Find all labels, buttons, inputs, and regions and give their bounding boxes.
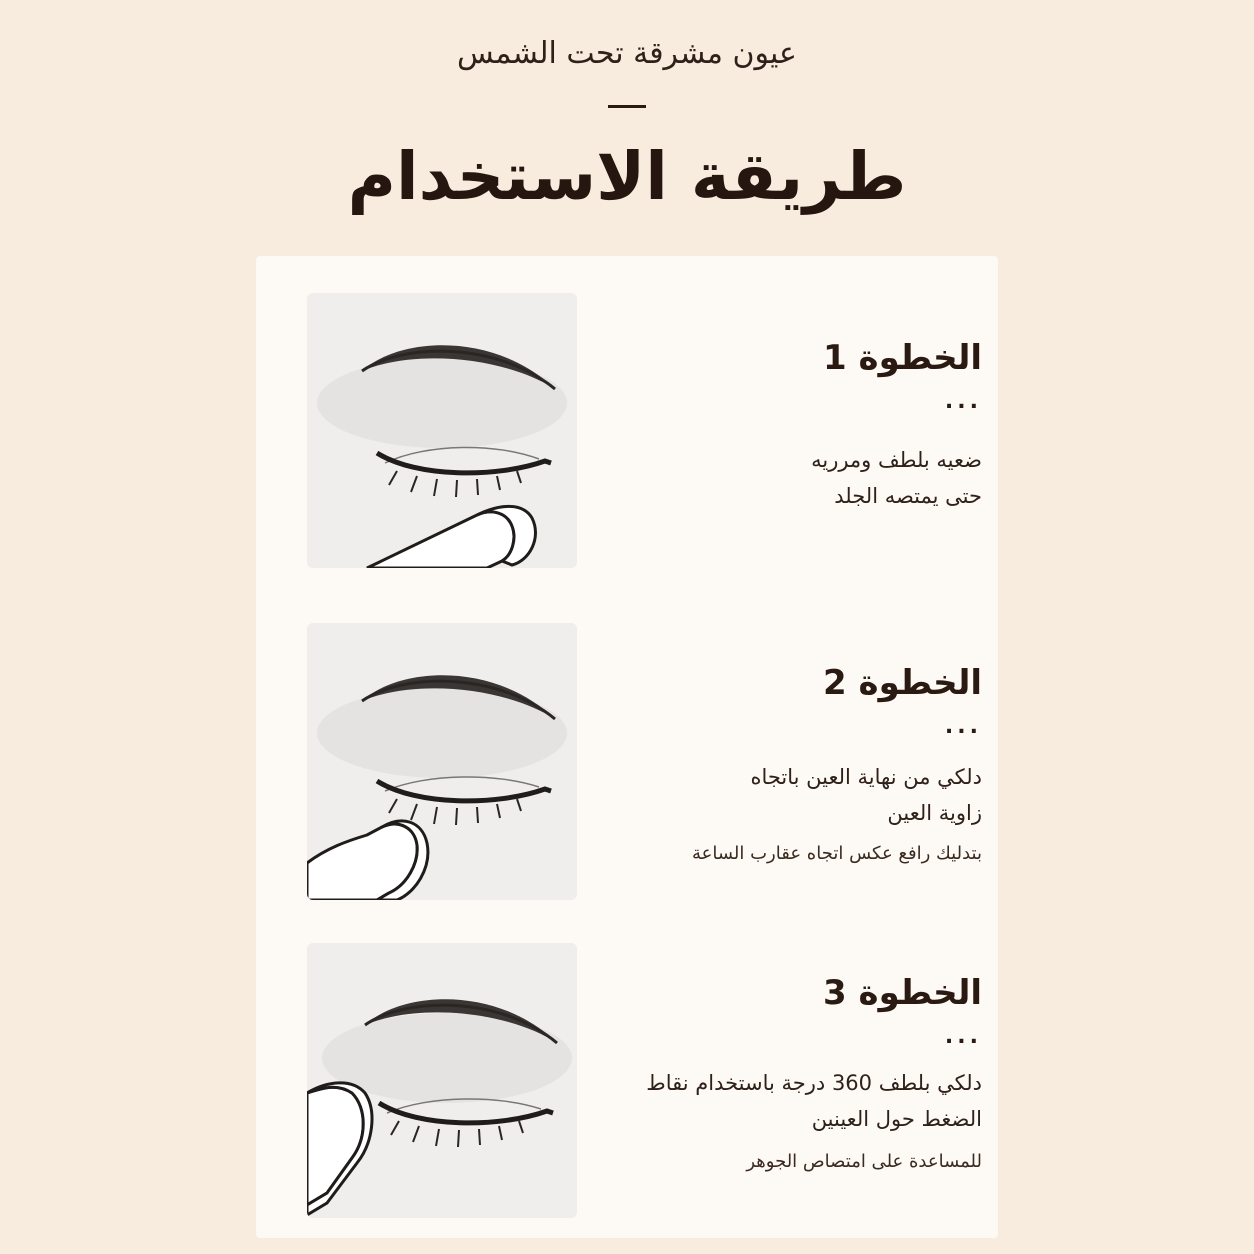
- step-3-note: للمساعدة على امتصاص الجوهر: [746, 1151, 982, 1172]
- step-3-description: دلكي بلطف 360 درجة باستخدام نقاط الضغط حول العينين: [646, 1071, 982, 1131]
- step-2-description: دلكي من نهاية العين باتجاه زاوية العين: [750, 765, 982, 825]
- step-1-dots: ...: [944, 389, 982, 414]
- title-divider: [608, 105, 646, 108]
- step-2-note: بتدليك رافع عكس اتجاه عقارب الساعة: [691, 843, 982, 864]
- step-1-title: الخطوة 1: [823, 338, 982, 378]
- step-2-title: الخطوة 2: [823, 663, 982, 703]
- page-subtitle: عيون مشرقة تحت الشمس: [457, 36, 797, 71]
- step-3-title: الخطوة 3: [823, 973, 982, 1013]
- step-2-dots: ...: [944, 714, 982, 739]
- step-3-dots: ...: [944, 1024, 982, 1049]
- step-3-illustration: [307, 943, 577, 1218]
- step-2-illustration: [307, 623, 577, 900]
- step-1-description: ضعيه بلطف ومرريه حتى يمتصه الجلد: [811, 448, 982, 508]
- page-title: طريقة الاستخدام: [347, 138, 907, 215]
- step-1-illustration: [307, 293, 577, 568]
- steps-card: [256, 256, 998, 1238]
